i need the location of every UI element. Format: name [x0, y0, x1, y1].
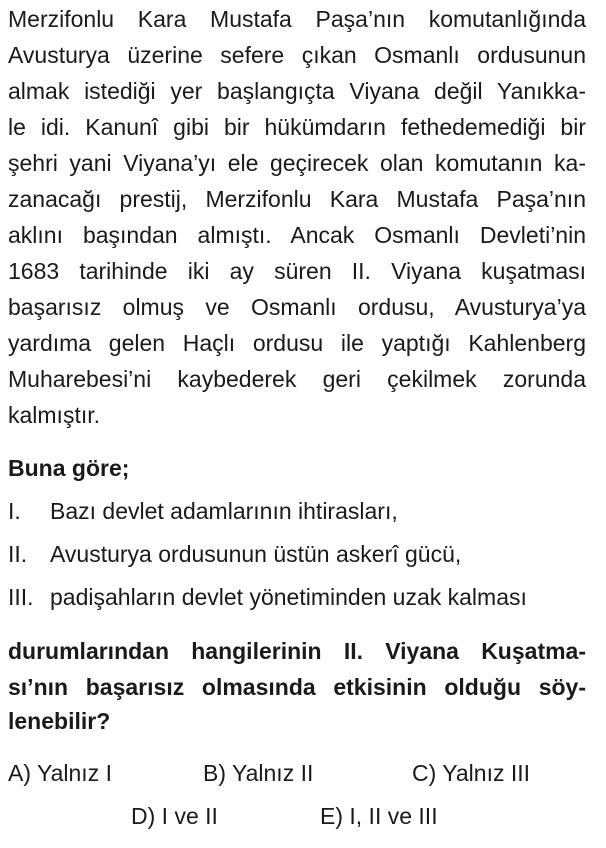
statement-text: Bazı devlet adamlarının ihtirasları,: [50, 498, 398, 524]
passage-line: le idi. Kanunî gibi bir hükümdarın fethedemediği bir: [8, 114, 586, 140]
statement-item: [8, 498, 398, 524]
statement-item: [8, 584, 527, 610]
statement-number: I.: [8, 498, 21, 524]
statement-text: Avusturya ordusunun üstün askerî gücü,: [50, 541, 462, 567]
passage-line: Muharebesi’ni kaybederek geri çekilmek zorunda: [8, 366, 586, 392]
lead-text: Buna göre;: [8, 455, 130, 481]
passage-line: Merzifonlu Kara Mustafa Paşa’nın komutanlığında: [8, 6, 586, 32]
passage-line: yardıma gelen Haçlı ordusu ile yaptığı Kahlenberg: [8, 330, 586, 356]
statement-number: III.: [8, 584, 34, 610]
passage-line: şehri yani Viyana’yı ele geçirecek olan komutanın ka-: [8, 150, 586, 176]
option-e[interactable]: E) I, II ve III: [320, 803, 438, 829]
passage-line: Avusturya üzerine sefere çıkan Osmanlı ordusunun: [8, 42, 586, 68]
statement-item: [8, 541, 461, 567]
passage-line: 1683 tarihinde iki ay süren II. Viyana kuşatması: [8, 258, 586, 284]
option-c[interactable]: C) Yalnız III: [412, 760, 531, 786]
option-d[interactable]: D) I ve II: [131, 803, 218, 829]
question-line: lenebilir?: [8, 708, 111, 734]
passage-line: başarısız olmuş ve Osmanlı ordusu, Avusturya’ya: [8, 294, 586, 320]
passage-line: kalmıştır.: [8, 402, 101, 428]
question-line: sı’nın başarısız olmasında etkisinin olduğu söy-: [8, 674, 586, 700]
passage-line: zanacağı prestij, Merzifonlu Kara Mustafa Paşa’nın: [8, 186, 586, 212]
question-line: durumlarından hangilerinin II. Viyana Kuşatma-: [8, 638, 586, 664]
option-b[interactable]: B) Yalnız II: [203, 760, 314, 786]
passage-line: almak istediği yer başlangıçta Viyana değil Yanıkka-: [8, 78, 586, 104]
statement-number: II.: [8, 541, 28, 567]
option-a[interactable]: A) Yalnız I: [8, 760, 112, 786]
statement-text: padişahların devlet yönetiminden uzak kalması: [50, 584, 527, 610]
passage-line: aklını başından almıştı. Ancak Osmanlı Devleti’nin: [8, 222, 586, 248]
